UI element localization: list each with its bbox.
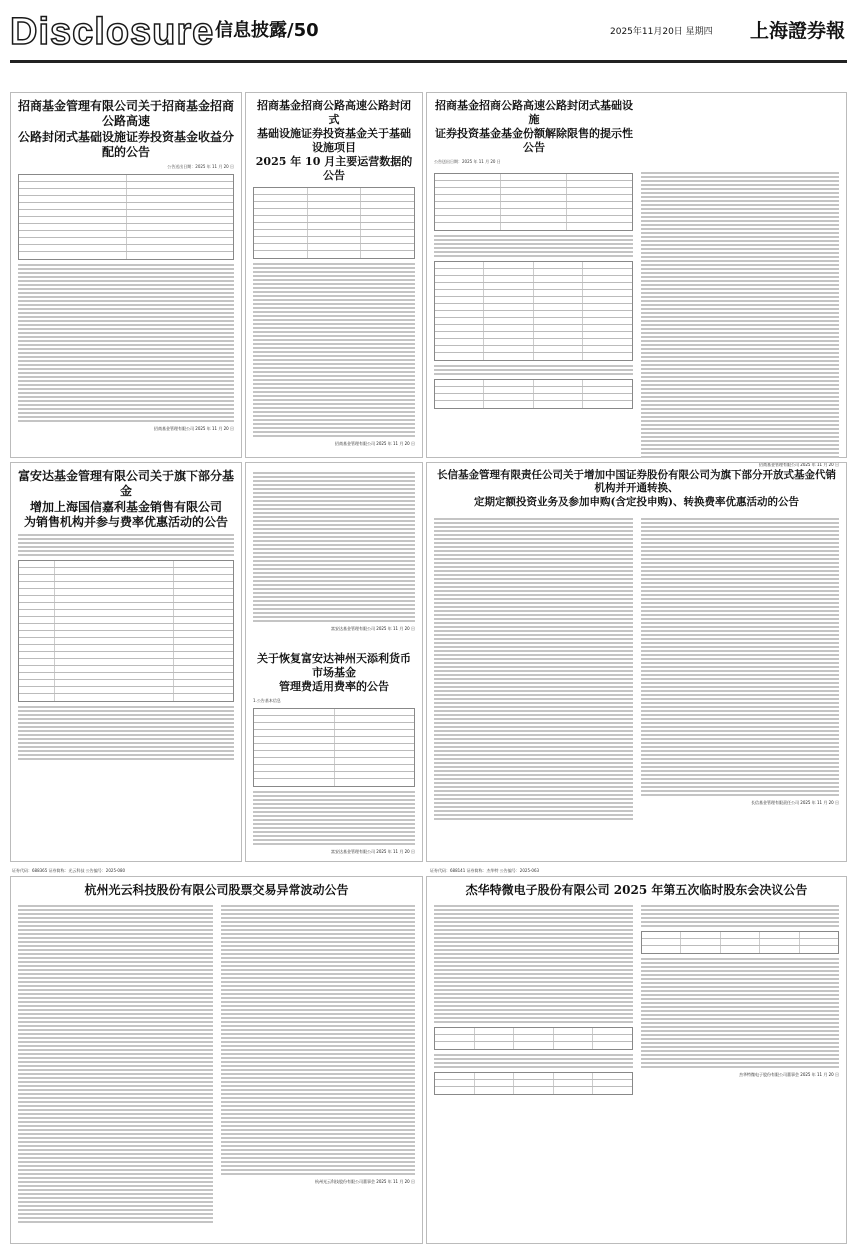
title-line: 招商基金管理有限公司关于招商基金招商公路高速 (18, 99, 235, 129)
title-line: 基础设施证券投资基金关于基础设施项目 (257, 127, 411, 155)
stock-code-line: 证券代码：688365 证券简称：光云科技 公告编号：2025-080 (12, 868, 126, 873)
section-heading: 1.公告基本信息 (253, 698, 281, 704)
article-joulwatt (426, 876, 847, 1244)
article-title (18, 883, 415, 898)
body-text (221, 905, 416, 1175)
section-title-english: Disclosure (10, 11, 215, 53)
article-title (434, 883, 839, 898)
body-text (18, 706, 234, 760)
body-text (641, 172, 840, 458)
article-cmf-operations (245, 92, 423, 458)
article-date: 公告送出日期：2025 年 11 月 20 日 (434, 159, 501, 165)
body-text (253, 791, 415, 845)
vote-table (434, 1027, 633, 1050)
body-text (434, 365, 633, 375)
title-line: 招商基金招商公路高速公路封闭式 (257, 99, 411, 127)
article-date: 公告送出日期：2025 年 11 月 20 日 (167, 164, 234, 170)
masthead (10, 8, 847, 58)
title-line: 关于恢复富安达神州天添利货币市场基金 (257, 652, 411, 680)
vote-table (641, 931, 840, 954)
article-fad-sales-agent (10, 462, 242, 862)
body-text (641, 958, 840, 1068)
body-text (434, 518, 633, 820)
article-fad-continued (245, 462, 423, 862)
article-signature: 招商基金管理有限公司 2025 年 11 月 20 日 (335, 441, 415, 447)
title-line: 招商基金招商公路高速公路封闭式基础设施 (435, 99, 633, 127)
holders-table (434, 261, 633, 361)
article-signature: 招商基金管理有限公司 2025 年 11 月 20 日 (154, 426, 234, 432)
title-line: 为销售机构并参与费率优惠活动的公告 (23, 515, 228, 530)
body-text (18, 534, 234, 556)
article-guangyun (10, 876, 423, 1244)
body-text (641, 905, 840, 927)
article-signature: 富安达基金管理有限公司 2025 年 11 月 20 日 (331, 626, 415, 631)
title-line: 杭州光云科技股份有限公司股票交易异常波动公告 (84, 883, 349, 897)
article-title (18, 99, 234, 160)
article-signature: 杰华特微电子股份有限公司董事会 2025 年 11 月 20 日 (739, 1072, 839, 1078)
article-signature: 杭州光云科技股份有限公司董事会 2025 年 11 月 20 日 (315, 1179, 415, 1185)
title-line: 增加上海国信嘉利基金销售有限公司 (29, 499, 222, 514)
newspaper-name: 上海證券報 (750, 20, 846, 42)
body-text (18, 264, 234, 422)
section-name: 信息披露 (215, 20, 287, 41)
data-table (434, 173, 633, 231)
vote-table (434, 1072, 633, 1095)
page-number: /50 (287, 20, 319, 41)
body-text (434, 235, 633, 257)
issue-date: 2025年11月20日 星期四 (610, 27, 713, 37)
data-table (18, 174, 234, 260)
body-text (641, 518, 840, 796)
section-title-chinese (215, 18, 319, 44)
article-title (434, 469, 839, 509)
fund-list-table (18, 560, 234, 702)
stock-code-line: 证券代码：688141 证券简称：杰华特 公告编号：2025-063 (430, 868, 540, 873)
title-line: 长信基金管理有限责任公司关于增加中国证券股份有限公司为旗下部分开放式基金代销机构并开通转换、 (437, 469, 836, 495)
title-line: 定期定额投资业务及参加申购(含定投申购)、转换费率优惠活动的公告 (474, 495, 799, 508)
title-line: 富安达基金管理有限公司关于旗下部分基金 (18, 469, 235, 499)
article-signature: 富安达基金管理有限公司 2025 年 11 月 20 日 (331, 849, 415, 855)
title-line: 管理费适用费率的公告 (279, 680, 389, 694)
article-signature: 长信基金管理有限责任公司 2025 年 11 月 20 日 (751, 800, 839, 806)
title-line: 证券投资基金基金份额解除限售的提示性公告 (435, 127, 633, 155)
fee-table (253, 708, 415, 787)
article-changxin-agent (426, 462, 847, 862)
body-text (434, 1054, 633, 1068)
article-title (18, 469, 234, 530)
body-text (18, 905, 213, 1223)
article-title (253, 99, 415, 183)
body-text (253, 263, 415, 437)
article-signature: 招商基金管理有限公司 2025 年 11 月 20 日 (759, 462, 839, 468)
article-cmf-dividend (10, 92, 242, 458)
masthead-rule (10, 60, 847, 63)
title-line: 公路封闭式基础设施证券投资基金收益分配的公告 (18, 129, 235, 160)
title-line: 2025 年 10 月主要运营数据的公告 (255, 155, 413, 183)
summary-table (434, 379, 633, 409)
title-line: 杰华特微电子股份有限公司 2025 年第五次临时股东会决议公告 (465, 883, 808, 897)
data-table (253, 187, 415, 259)
article-title-fee (253, 652, 415, 694)
body-text (253, 472, 415, 622)
article-title (434, 99, 634, 155)
article-cmf-unlock (426, 92, 847, 468)
body-text (434, 905, 633, 1023)
